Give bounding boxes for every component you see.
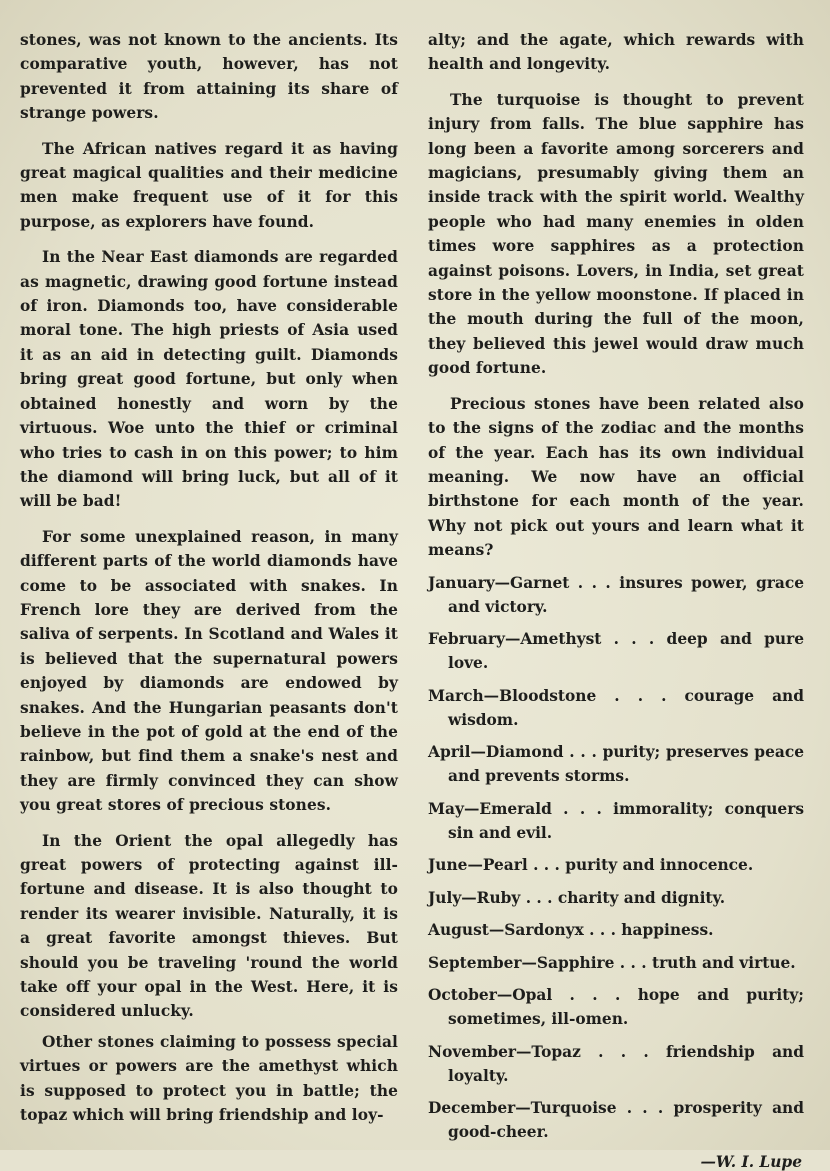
paragraph: The African natives regard it as having great magical qualities and their medicine men make frequent use of it for this purpose, as explorers have found. xyxy=(20,139,398,231)
birthstone-entry: June—Pearl . . . purity and innocence. xyxy=(428,856,754,875)
paragraph: stones, was not known to the ancients. Its comparative youth, however, has not prevented it from attaining its share of strange powers. xyxy=(20,31,398,123)
paragraph: In the Orient the opal allegedly has great powers of protecting against ill-fortune and disease. It is also thought to render its wearer invisible. Naturally, it is a great favorite amongst thieves. But should you be traveling 'round the world take off your opal in the West. Here, it is considered unlucky. xyxy=(20,831,398,1021)
paragraph: Precious stones have been related also to the signs of the zodiac and the months of the year. Each has its own individual meaning. We now have an official birthstone for each month of the year. Why not pick out yours and learn what it means? xyxy=(428,394,804,560)
birthstone-entry: February—Amethyst . . . deep and pure love. xyxy=(428,630,804,673)
birthstone-entry: September—Sapphire . . . truth and virtue. xyxy=(428,953,796,972)
birthstone-list xyxy=(428,571,804,1145)
right-column xyxy=(428,28,804,1171)
birthstone-entry: July—Ruby . . . charity and dignity. xyxy=(428,888,726,907)
author-signature: —W. I. Lupe xyxy=(700,1152,802,1171)
paragraph: In the Near East diamonds are regarded as magnetic, drawing good fortune instead of iron. Diamonds too, have considerable moral tone. The high priests of Asia used it as an aid in detecting guilt. Diamonds bring great good fortune, but only when obtained honestly and worn by the virtuous. Woe unto the thief or criminal who tries to cash in on this power; to him the diamond will bring luck, but all of it will be bad! xyxy=(20,248,398,511)
paragraph: For some unexplained reason, in many different parts of the world diamonds have come to be associated with snakes. In French lore they are derived from the saliva of serpents. In Scotland and Wales it is believed that the supernatural powers enjoyed by diamonds are endowed by snakes. And the Hungarian peasants don't believe in the pot of gold at the end of the rainbow, but find them a snake's nest and they are firmly convinced they can show you great stores of precious stones. xyxy=(20,527,398,815)
paragraph: The turquoise is thought to prevent injury from falls. The blue sapphire has long been a favorite among sorcerers and magicians, presumably giving them an inside track with the spirit world. Wealthy people who had many enemies in olden times wore sapphires as a protection against poisons. Lovers, in India, set great store in the yellow moonstone. If placed in the mouth during the full of the moon, they believed this jewel would draw much good fortune. xyxy=(428,90,804,378)
paragraph: alty; and the agate, which rewards with health and longevity. xyxy=(428,31,804,74)
birthstone-entry: August—Sardonyx . . . happiness. xyxy=(428,921,714,940)
birthstone-entry: January—Garnet . . . insures power, grace and victory. xyxy=(428,573,804,616)
left-column xyxy=(20,28,398,1127)
birthstone-entry: December—Turquoise . . . prosperity and good-cheer. xyxy=(428,1099,804,1142)
birthstone-entry: October—Opal . . . hope and purity; sometimes, ill-omen. xyxy=(428,986,804,1029)
birthstone-entry: May—Emerald . . . immorality; conquers sin and evil. xyxy=(428,799,804,842)
birthstone-entry: November—Topaz . . . friendship and loyalty. xyxy=(428,1042,804,1085)
birthstone-entry: April—Diamond . . . purity; preserves peace and prevents storms. xyxy=(428,743,804,786)
paragraph: Other stones claiming to possess special virtues or powers are the amethyst which is supposed to protect you in battle; the topaz which will bring friendship and loy- xyxy=(20,1032,398,1125)
birthstone-entry: March—Bloodstone . . . courage and wisdom. xyxy=(428,686,804,729)
